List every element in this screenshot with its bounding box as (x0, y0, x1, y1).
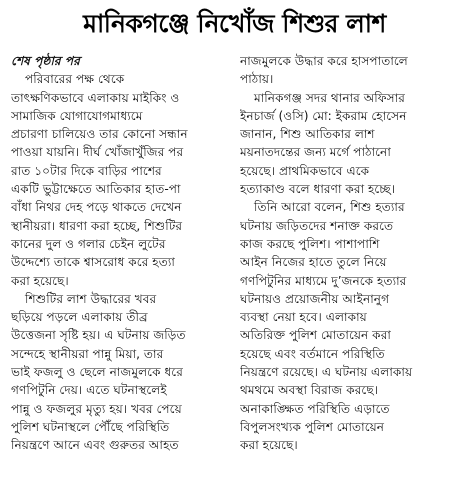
text-line: গণপিটুনি দেয়। এতে ঘটনাস্থলেই (11, 383, 167, 398)
text-line: করা হয়েছে। (240, 438, 298, 453)
text-line: প্রচারণা চালিয়েও তার কোনো সন্ধান (11, 127, 188, 142)
text-line: ঘটনায়ও প্রয়োজনীয় আইনানুগ (240, 291, 390, 306)
text-line: আইন নিজের হাতে তুলে নিয়ে (240, 255, 387, 270)
text-line: অনাকাঙ্ক্ষিত পরিস্থিতি এড়াতে (240, 401, 390, 416)
text-line: পাঠায়। (240, 72, 274, 87)
text-line: সামাজিক যোগাযোগমাধ্যমে (11, 108, 143, 123)
text-line: শিশুটির লাশ উদ্ধারের খবর (25, 291, 157, 306)
text-line: তিনি আরো বলেন, শিশু হত্যার (254, 200, 405, 215)
text-line: মানিকগঞ্জ সদর থানার অফিসার (254, 90, 405, 105)
text-line: নাজমুলকে উদ্ধার করে হাসপাতালে (240, 54, 408, 68)
text-line: গণপিটুনির মাধ্যমে দু’জনকে হত্যার (240, 273, 407, 288)
text-line: কাজ করছে পুলিশ। পাশাপাশি (240, 236, 380, 251)
text-line: উত্তেজনা সৃষ্টি হয়। এ ঘটনায় জড়িত (11, 328, 186, 343)
text-line: জানান, শিশু আতিকার লাশ (240, 127, 375, 142)
text-line: ইনচার্জ (ওসি) মো: ইকরাম হোসেন (240, 108, 407, 123)
text-line: করা হয়েছে। (11, 273, 69, 288)
text-line: স্থানীয়রা। ধারণা করা হচ্ছে, শিশুটির (11, 218, 183, 233)
text-line: থমথমে অবস্থা বিরাজ করছে। (240, 383, 379, 398)
text-line: ছড়িয়ে পড়লে এলাকায় তীব্র (11, 310, 148, 325)
text-line: হয়েছে এবং বর্তমানে পরিস্থিতি (240, 346, 385, 361)
text-line: অতিরিক্ত পুলিশ মোতায়েন করা (240, 328, 391, 343)
text-line: নিয়ন্ত্রণে আনে এবং গুরুতর আহত (11, 438, 179, 453)
article-column-left (11, 52, 225, 455)
text-line: ঘটনায় জড়িতদের শনাক্ত করতে (240, 218, 394, 233)
text-line: বিপুলসংখ্যক পুলিশ মোতায়েন (240, 419, 385, 434)
article-column-right (240, 52, 454, 455)
text-line: পাওয়া যায়নি। দীর্ঘ খোঁজাখুঁজির পর (11, 145, 184, 160)
text-line: পান্নু ও ফজলুর মৃত্যু হয়। খবর পেয়ে (11, 401, 182, 416)
continued-from-label: শেষ পৃষ্ঠার পর (11, 54, 80, 68)
text-line: রাত ১০টার দিকে বাড়ির পাশের (11, 163, 162, 178)
text-line: ভাই ফজলু ও ছেলে নাজমুলকে ধরে (11, 365, 183, 380)
text-line: হত্যাকাণ্ড বলে ধারণা করা হচ্ছে। (240, 182, 396, 197)
text-line: কানের দুল ও গলার চেইন লুটের (11, 236, 166, 251)
text-line: পরিবারের পক্ষ থেকে (25, 72, 125, 87)
text-line: নিয়ন্ত্রণে রয়েছে। এ ঘটনায় এলাকায় (240, 365, 413, 380)
article-headline: মানিকগঞ্জে নিখোঁজ শিশুর লাশ (83, 9, 386, 38)
text-line: হয়েছে। প্রাথমিকভাবে একে (240, 163, 370, 178)
text-line: ময়নাতদন্তের জন্য মর্গে পাঠানো (240, 145, 391, 160)
text-line: বাঁধা নিথর দেহ পড়ে থাকতে দেখেন (11, 200, 182, 215)
text-line: ব্যবস্থা নেয়া হবে। এলাকায় (240, 310, 367, 325)
text-line: উদ্দেশ্যে তাকে শ্বাসরোধ করে হত্যা (11, 255, 175, 270)
text-line: পুলিশ ঘটনাস্থলে পৌঁছে পরিস্থিতি (11, 419, 170, 434)
text-line: একটি ভুট্টাক্ষেতে আতিকার হাত-পা (11, 182, 181, 197)
text-line: তাৎক্ষণিকভাবে এলাকায় মাইকিং ও (11, 90, 180, 105)
text-line: সন্দেহে স্থানীয়রা পান্নু মিয়া, তার (11, 346, 164, 361)
